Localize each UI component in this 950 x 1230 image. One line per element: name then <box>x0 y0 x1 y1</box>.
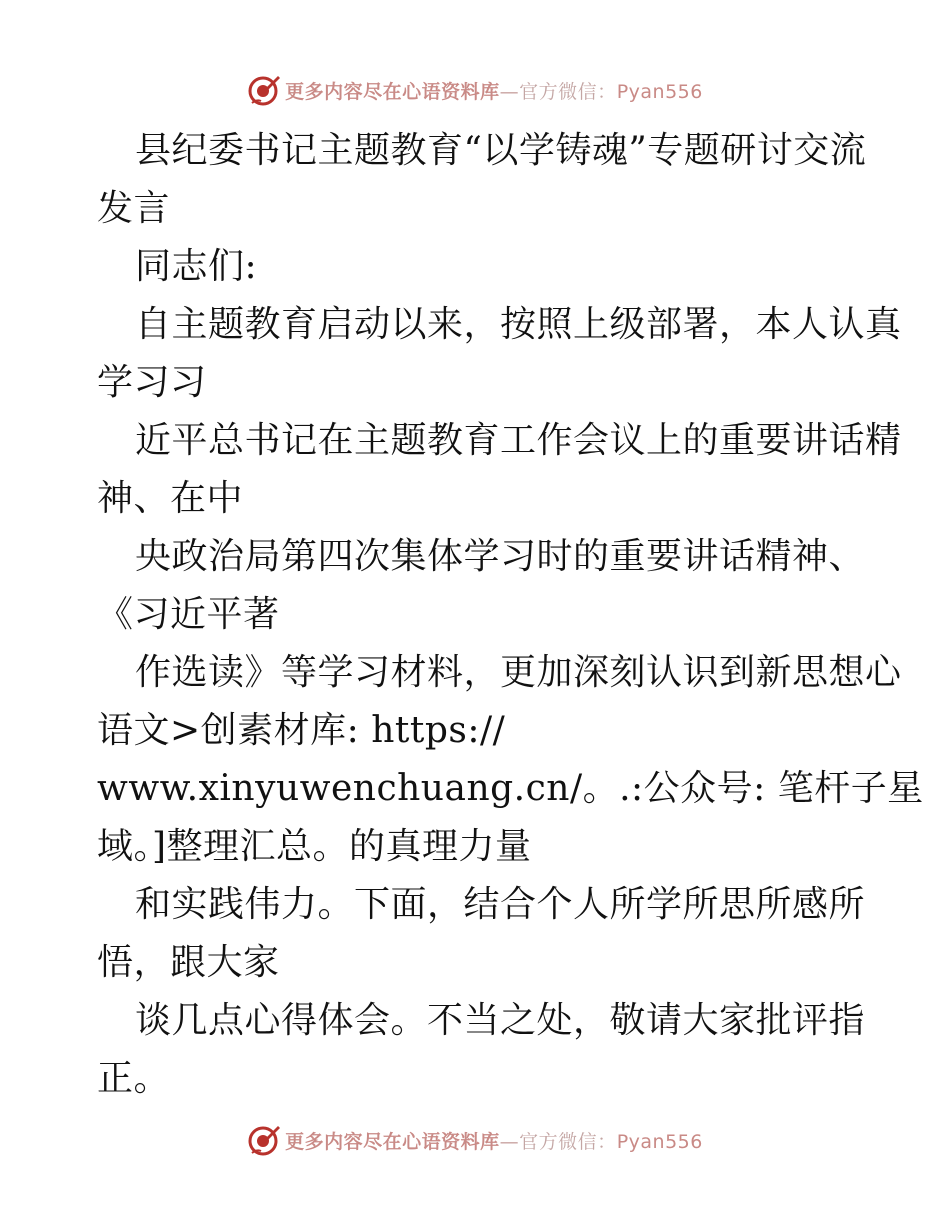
pen-logo-icon <box>247 73 281 107</box>
paragraph-line: 自主题教育启动以来，按照上级部署，本人认真 <box>135 304 902 345</box>
paragraph-line: 央政治局第四次集体学习时的重要讲话精神、 <box>135 536 866 577</box>
footer-banner-text <box>285 1127 703 1154</box>
paragraph-line: 作选读》等学习材料，更加深刻认识到新思想心 <box>135 652 902 693</box>
header-wechat-label: 官方微信： <box>519 80 617 103</box>
paragraph-line: 域。]整理汇总。的真理力量 <box>97 826 532 867</box>
paragraph-line: 悟，跟大家 <box>97 942 280 983</box>
footer-wechat-label: 官方微信： <box>519 1130 617 1153</box>
footer-dash: — <box>499 1130 520 1153</box>
document-title-line-2: 发言 <box>97 188 171 229</box>
paragraph-line: 学习习 <box>97 362 207 403</box>
paragraph-line: 正。 <box>97 1058 171 1099</box>
header-dash: — <box>499 80 520 103</box>
footer-wechat-id: Pyan556 <box>616 1130 703 1153</box>
footer-banner <box>0 1120 950 1160</box>
header-banner <box>0 70 950 110</box>
paragraph-line: 神、在中 <box>97 478 244 519</box>
pen-logo-icon <box>247 1123 281 1157</box>
paragraph-line: 近平总书记在主题教育工作会议上的重要讲话精 <box>135 420 902 461</box>
document-body <box>97 122 924 1108</box>
paragraph-line: www.xinyuwenchuang.cn/。.:公众号: 笔杆子星 <box>97 768 924 809</box>
header-wechat-id: Pyan556 <box>616 80 703 103</box>
paragraph-line: 和实践伟力。下面，结合个人所学所思所感所 <box>135 884 866 925</box>
document-title-line-1: 县纪委书记主题教育“以学铸魂”专题研讨交流 <box>135 130 867 171</box>
paragraph-line: 谈几点心得体会。不当之处，敬请大家批评指 <box>135 1000 866 1041</box>
footer-site-name: 更多内容尽在心语资料库 <box>285 1130 500 1153</box>
header-site-name: 更多内容尽在心语资料库 <box>285 80 500 103</box>
paragraph-line: 语文>创素材库: https:// <box>97 710 506 751</box>
paragraph-line: 《习近平著 <box>97 594 280 635</box>
salutation: 同志们: <box>135 246 258 287</box>
header-banner-text <box>285 77 703 104</box>
